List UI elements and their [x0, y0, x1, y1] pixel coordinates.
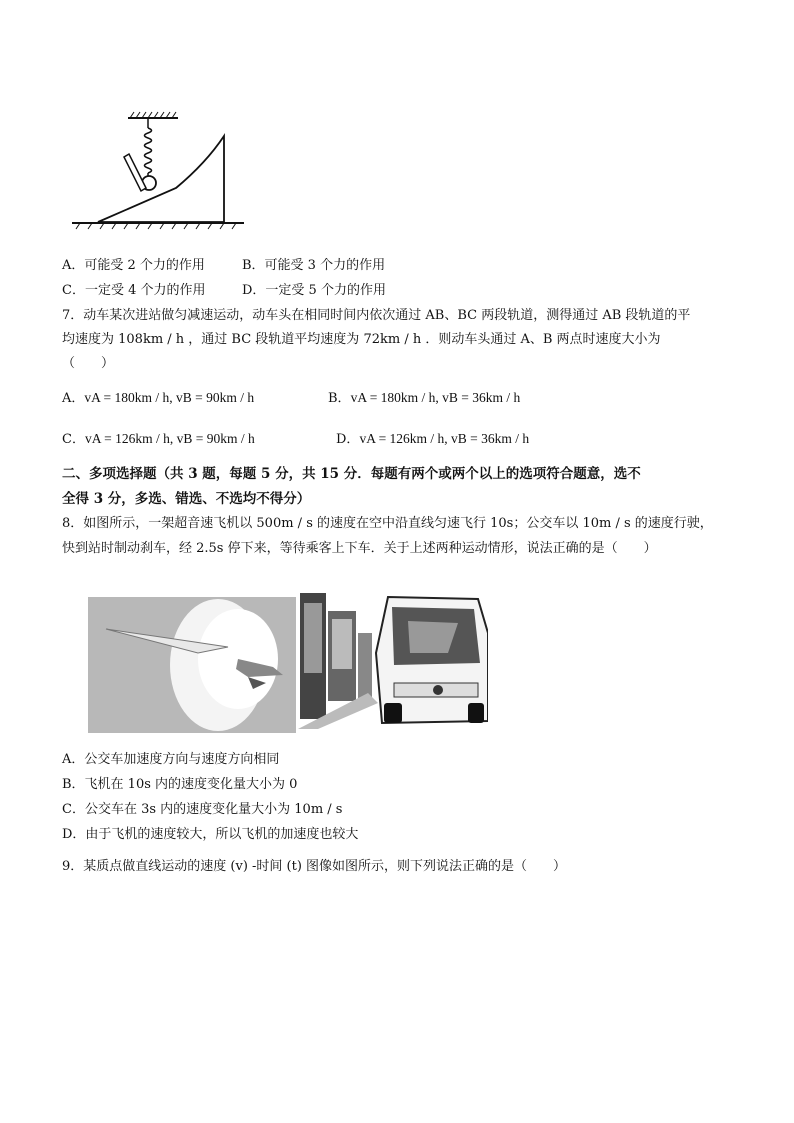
q7-option-d-expr: vA = 126km / h, vB = 36km / h [359, 431, 530, 446]
bus-photo [298, 593, 488, 729]
q8-option-c[interactable]: C．公交车在 3s 内的速度变化量大小为 10m / s [62, 802, 343, 817]
q7-option-d-letter: D． [336, 432, 360, 447]
q7-option-b-letter: B． [328, 391, 351, 406]
q6-option-c[interactable]: C．一定受 4 个力的作用 [62, 283, 206, 298]
q7-option-a[interactable] [62, 389, 254, 408]
q7-option-b[interactable] [328, 389, 520, 408]
q7-stem-line1: 7．动车某次进站做匀减速运动，动车头在相同时间内依次通过 AB、BC 两段轨道，测得通过 AB 段轨道的平 [62, 308, 691, 323]
q7-stem-line3: （ ） [62, 356, 115, 371]
q8-stem-line2: 快到站时制动刹车，经 2.5s 停下来，等待乘客上下车．关于上述两种运动情形，说法正确的是（ ） [62, 541, 657, 556]
q7-stem-line2: 均速度为 108km / h ，通过 BC 段轨道平均速度为 72km / h ．则动车头通过 A、B 两点时速度大小为 [62, 332, 661, 347]
q9-stem-line1: 9．某质点做直线运动的速度 (v) -时间 (t) 图像如图所示，则下列说法正确的是（ ） [62, 859, 567, 874]
section2-heading-line1: 二、多项选择题（共 3 题，每题 5 分，共 15 分．每题有两个或两个以上的选项符合题意，选不 [62, 466, 641, 482]
q7-option-a-expr: vA = 180km / h, vB = 90km / h [84, 390, 255, 405]
q7-option-d[interactable] [336, 430, 529, 449]
q8-option-d[interactable]: D．由于飞机的速度较大，所以飞机的加速度也较大 [62, 827, 359, 842]
q7-option-b-expr: vA = 180km / h, vB = 36km / h [350, 390, 521, 405]
q6-option-b[interactable]: B．可能受 3 个力的作用 [242, 258, 386, 273]
q8-stem-line1: 8．如图所示，一架超音速飞机以 500m / s 的速度在空中沿直线匀速飞行 10s；公交车以 10m / s 的速度行驶， [62, 516, 713, 531]
section2-heading-line2: 全得 3 分，多选、错选、不选均不得分） [62, 491, 311, 507]
q7-option-c-letter: C． [62, 432, 85, 447]
q6-option-a[interactable]: A．可能受 2 个力的作用 [62, 258, 205, 273]
supersonic-jet-photo [88, 597, 296, 733]
spring-ball-incline-figure [66, 108, 246, 230]
q6-option-d[interactable]: D．一定受 5 个力的作用 [242, 283, 386, 298]
q8-option-a[interactable]: A．公交车加速度方向与速度方向相同 [62, 752, 280, 767]
q7-option-c[interactable] [62, 430, 255, 449]
q8-option-b[interactable]: B．飞机在 10s 内的速度变化量大小为 0 [62, 777, 298, 792]
q7-option-a-letter: A． [62, 391, 85, 406]
q7-option-c-expr: vA = 126km / h, vB = 90km / h [84, 431, 255, 446]
